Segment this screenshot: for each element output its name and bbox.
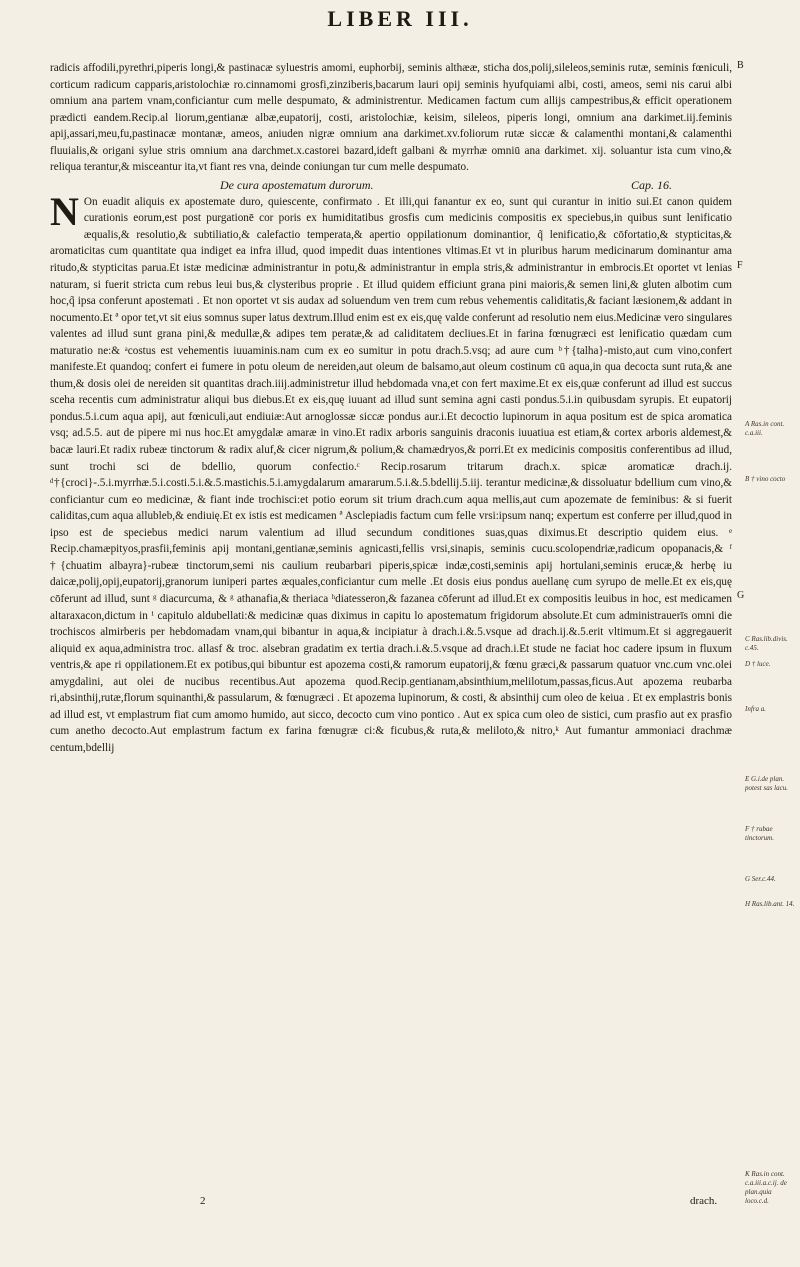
margin-note: C Ras.lib.divis. c.45.	[745, 635, 788, 652]
side-letter-g: G	[737, 590, 745, 601]
running-title: LIBER III.	[327, 6, 473, 31]
margin-note: Infra a.	[745, 705, 766, 713]
chapter-number: Cap. 16.	[630, 177, 672, 192]
chapter-body-text: On euadit aliquis ex apostemate duro, quiescente, confirmato . Et illi,qui fanantur ex eo, sunt qui curantur in initio sui.Et canon quidem curationis eorum,est post purgationē cor poris ex humiditatibus grosfis cum medicinis compositis ex speciebus,in quibus sunt lenificatio æqualis,& resolutio,& subtiliatio,& calefactio temperata,& apertio oppilationum dominantior, q̃ lenificatio,& cōfortatio,& stypticitas,& aromaticitas cum quantitate qua indiget ea infra illud, quod impedit duas intentiones vltimas.Et vt in pluribus harum medicinarum dominantur ama ritudo,& stypticitas parua.Et istæ medicinæ administrantur in potu,& administrantur in empla stris,& administrantur in embrocis.Et oportet vt lenias naturam, si fuerit stricta cum rebus leui bus,& clysteribus proprie . Et illud quidem efficiunt grana pini maioris,& semen lini,& gluten albotim cum hoc,q̃ ipsa conferunt apostemati . Et non oportet vt sis audax ad soluendum ven trem cum rebus vehementis caliditatis,& faciant læsionem,& addant in nocumento.Et ª opor tet,vt sit eius somnus super latus dextrum.Illud enim est ex eis,quę valde conferunt ad resolutio nem eius.Medicinæ vero singulares valentes ad illud sunt grana pini,& medullæ,& adipes tem peratæ,& ad caliditatem decliues.Et in farina fœnugræci est lenificatio quædam cum maturatio ne:& ᵃcostus est vehementis iuuaminis.nam cum ex eo sumitur in potu drach.5.vsq; ad aure cum ᵇ†{talha}-misto,aut cum vino,confert manifeste.Et quandoq; confert ei fumere in potu oleum de nereiden,aut oleum de balsamo,aut oleum costinum cū aqua,in qua decocta sunt ruta,& ane thum,& dosis olei de nereiden sit quantitas drach.iiij.administretur illud hebdomada vna,et con fert maxime.Et ex eis,quæ conferunt ad illud est succus sceha recentis cum administratur aliqui bus diebus.Et ex eis,quę iuuant ad illud sunt semina agni casti pondus.5.i.in quibusdam syrupis. Et eupatorij pondus.5.i.cum aqua apij, aut fœniculi,aut endiuiæ:Aut arnoglossæ siccæ pondus aur.i.Et decoctio lupinorum in aqua positum est de spica aromatica vsq; ad.5.5. aut de pipere mi nus hoc.Et amygdalæ amaræ in vino.Et radix arboris sanguinis draconis iuuatiua est etiam,& cortex arboris aldemest,& bacæ lauri.Et radix rubeæ tinctorum & radix aluf,& cicer nigrum,& polium,& chamædryos,& porri.Et ex medicinis compositis conferentibus ad illud, sunt trochi sci de bdellio, quorum confectio.ᶜ Recip.rosarum tritarum drach.x. spicæ aromaticæ drach.ij. ᵈ†{croci}-.5.i.myrrhæ.5.i.costi.5.i.&.5.mastichis.5.i.amygdalarum amararum.5.i.&.5.bdellij.5.iij. terantur medicinæ,& dissoluatur bdellium cum vino,& conficiantur cum eo medicinæ, & fiant inde trochisci:et potio eorum sit trium drach.cum aqua mellis,aut cum apozemate de feminibus: & si fuerit caliditas,cum aqua allubleb,& endiuię.Et ex istis est medicamen ª Asclepiadis factum cum felle vrsi:ipsum nanq; expertum est conferre per illud,quod in ipso est de speciebus medici narum valentium ad illud secundum conditiones suas,quas diximus.Et descriptio quidem eius. ᵉ Recip.chamæpityos,prasfii,feminis apij montani,gentianæ,seminis agnicasti,fellis vrsi,sinapis, seminis cucu.scolopendriæ,radicum opopanacis,& ᶠ †{chuatim albayra}-rubeæ tinctorum,semi nis caulium reubarbari piperis,spicæ indæ,costi,seminis apij hortulani,seminis erucæ,& herbę iu daicæ,polij,opij,eupatorij,granorum iuniperi partes æquales,conficiantur cum melle .Et dosis eius pondus auellanę cum syrupo de melle.Et ex eis,quę cōferunt ad illud, sunt ᵍ diacurcuma, & ᵍ athanafia,& theriaca ʰdiatesseron,& fazanea cōferunt ad illud.Et ex compositis leuibus in hoc, est medicamen altaraxacon,dictum in ⁱ capitulo aldubellati:& medicinæ quas diximus in capitu lo apostematum frigidorum absolute.Et cum administrauerīs omni die trochiscos almirberis per hebdomadam vnam,qui bibantur in aqua,& incipiatur à drach.i.&.5.vsque ad drach.ij.&.5.erit vltimum.Et si aggregauerit aliquid ex aqua,administra troc. allasf & troc. alsebran gradatim ex tertia drach.i.&.5.vsque ad drach.i.Et stude ne faciat hoc cadere ipsum in fluxum ventris,& ape ri oppilationem.Et ex potibus,qui bibuntur est apozema costi,& ramorum eupatorij,& fœnu græci,& passarum quatuor vnc.cum vnc.olei amygdalini, aut olei de nucibus recentibus.Aut apozema quod.Recip.gentianam,absinthium,melilotum,passas,ficus.Aut apozema reubarba ri,absinthij,rutæ,florum squinanthi,& passularum, & fœnugræci . Et apozema lupinorum, & costi, & absinthij cum oleo de keiua . Et ex emplastris bonis ad illud est, vt emplastrum fiat cum amomo humido, aut sicco, decocto cum vino pontico . Aut ex spica cum oleo de sistici, cum prasfio aut ex prasfio cum anetho decocto.Aut emplastrum factum ex farina fœnugræ ci:& ficubus,& ruta,& meliloto,& nitro,ᵏ Aut fumantur ammoniaci drachmæ centum,bdellij	[50, 195, 732, 754]
side-letter-b: B	[737, 60, 744, 71]
margin-note: D † luce.	[745, 660, 771, 668]
signature-mark: 2	[200, 1195, 206, 1207]
catchword: drach.	[690, 1195, 718, 1207]
margin-note: F † rubae tinctorum.	[745, 825, 774, 842]
chapter-title: De cura apostematum durorum.	[220, 177, 374, 192]
paragraph-chapter-body	[50, 188, 732, 757]
margin-note: B † vino cocto	[745, 475, 786, 483]
main-text-column	[50, 60, 732, 756]
drop-cap: N	[50, 188, 79, 234]
margin-note: K Ras.in cont. c.a.iii.a.c.ij. de plan.quia loco.c.d.	[745, 1170, 787, 1205]
side-letter-f: F	[737, 260, 743, 271]
margin-note: E G.i.de plan. potest sas lacu.	[745, 775, 788, 792]
margin-note: A Ras.in cont. c.a.iii.	[745, 420, 785, 437]
paragraph-recipes: radicis affodili,pyrethri,piperis longi,& pastinacæ syluestris amomi, euphorbij, seminis althææ, sticha dos,polij,sileleos,seminis rutæ, seminis fœniculi, corticum radicum capparis,aristolochiæ ro.cinnamomi grosfi,zinziberis,bacarum lauri opij seminis hyufquiami albi, costi, ameos, semi nis carui albi omnium ana partem vnam,conficiantur cum melle despumato, & administrentur. Medicamen factum cum allijs campestribus,& efficit operationem prædicti eandem.Recip.al liorum,gentianæ albæ,eupatorij, costi, aristolochiæ, keisim, sileleos, piperis longi, omnium ana darkimet.iij.feminis apij,assari,meu,fu,pastinacæ montanæ, ameos, aniuden nigræ omnium ana darkimet.xv.foliorum rutæ siccæ & calamenthi montani,& calamenthi fluuialis,& origani sylue stris omnium ana darchmet.x.castorei bazard,ideft galbani & myrrhæ omniū ana darkimet. xij. soluantur ista cum vino,& reliqua terantur,& misceantur ita,vt fiant res vna, deinde coniungan tur cum melle despumato.	[50, 62, 732, 174]
margin-note: H Ras.lib.ant. 14.	[745, 900, 795, 908]
chapter-heading	[50, 176, 732, 194]
margin-note: G Ser.c.44.	[745, 875, 776, 883]
